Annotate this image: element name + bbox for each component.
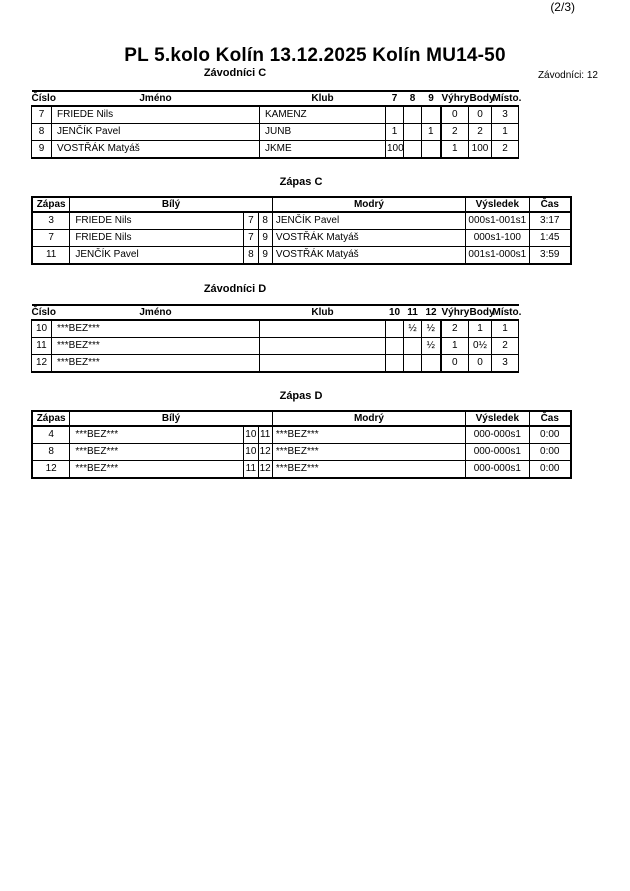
page-number: (2/3) (550, 0, 575, 14)
table-row (32, 230, 571, 247)
cell-result (386, 338, 404, 355)
col-header-points: Body (469, 93, 495, 104)
cell-match: 7 (32, 230, 70, 247)
cell-club: JKME (260, 141, 386, 159)
cell-club (260, 320, 386, 338)
cell-place: 1 (492, 320, 519, 338)
cell-result: ½ (404, 320, 422, 338)
page-title: PL 5.kolo Kolín 13.12.2025 Kolín MU14-50 (124, 45, 506, 66)
col-header-name: Jméno (139, 307, 172, 318)
competitors-count: Závodníci: 12 (537, 70, 598, 81)
cell-points: 0 (469, 355, 492, 373)
cell-place: 1 (492, 124, 519, 141)
cell-wins: 2 (441, 124, 469, 141)
cell-time: 3:59 (529, 247, 571, 265)
cell-match: 3 (32, 212, 70, 230)
cell-match: 4 (32, 426, 70, 444)
cell-points: 0½ (469, 338, 492, 355)
col-header-name: Jméno (139, 93, 172, 104)
cell-white: ***BEZ*** (70, 426, 244, 444)
cell-wins: 1 (441, 338, 469, 355)
matches-d-title: Zápas D (279, 390, 323, 402)
cell-time: 1:45 (529, 230, 571, 247)
table-row (32, 444, 571, 461)
cell-result: 000s1-001s1 (466, 212, 529, 230)
cell-result (404, 124, 422, 141)
col-header-white: Bílý (70, 411, 273, 426)
cell-name: ***BEZ*** (52, 338, 260, 355)
col-header-club: Klub (311, 307, 334, 318)
cell-result (422, 141, 441, 159)
cell-wins: 0 (441, 355, 469, 373)
cell-result: 1 (422, 124, 441, 141)
cell-result (386, 355, 404, 373)
col-header-time: Čas (529, 411, 571, 426)
cell-number: 9 (32, 141, 52, 159)
cell-number: 7 (32, 106, 52, 124)
col-header-9: 9 (428, 93, 434, 104)
table-row (32, 320, 519, 338)
matches-c-title: Zápas C (279, 176, 323, 188)
group-d-table (31, 304, 522, 373)
table-row (32, 338, 519, 355)
col-header-time: Čas (529, 197, 571, 212)
cell-number: 10 (32, 320, 52, 338)
cell-points: 2 (469, 124, 492, 141)
cell-result (404, 355, 422, 373)
cell-match: 8 (32, 444, 70, 461)
cell-wins: 0 (441, 106, 469, 124)
cell-points: 100 (469, 141, 492, 159)
cell-white-number: 7 (244, 212, 258, 230)
group-d-title: Závodníci D (203, 283, 267, 295)
cell-club: KAMENZ (260, 106, 386, 124)
col-header-result: Výsledek (466, 197, 529, 212)
cell-place: 3 (492, 106, 519, 124)
col-header-match: Zápas (32, 411, 70, 426)
cell-wins: 1 (441, 141, 469, 159)
cell-place: 3 (492, 355, 519, 373)
col-header-points: Body (469, 307, 495, 318)
cell-time: 0:00 (529, 444, 571, 461)
cell-name: FRIEDE Nils (52, 106, 260, 124)
cell-white-number: 7 (244, 230, 258, 247)
cell-result: 000-000s1 (466, 426, 529, 444)
cell-name: JENČÍK Pavel (52, 124, 260, 141)
cell-club (260, 355, 386, 373)
cell-club (260, 338, 386, 355)
cell-blue: ***BEZ*** (272, 444, 465, 461)
cell-white: FRIEDE Nils (70, 212, 244, 230)
cell-result (404, 141, 422, 159)
cell-result (404, 106, 422, 124)
table-row (32, 461, 571, 479)
cell-result: 100 (386, 141, 404, 159)
cell-white-number: 11 (244, 461, 258, 479)
table-row (32, 124, 519, 141)
col-header-number: Číslo (31, 307, 56, 318)
cell-place: 2 (492, 338, 519, 355)
matches-c-table (31, 196, 572, 265)
col-header-result: Výsledek (466, 411, 529, 426)
cell-blue-number: 12 (258, 444, 272, 461)
cell-result: 000-000s1 (466, 461, 529, 479)
cell-time: 0:00 (529, 426, 571, 444)
col-header-wins: Výhry (441, 307, 470, 318)
col-header-10: 10 (388, 307, 401, 318)
cell-blue-number: 12 (258, 461, 272, 479)
col-header-blue: Modrý (272, 411, 465, 426)
cell-white: ***BEZ*** (70, 444, 244, 461)
col-header-place: Místo. (492, 307, 522, 318)
col-header-12: 12 (425, 307, 437, 318)
cell-result (422, 106, 441, 124)
col-header-7: 7 (391, 93, 398, 104)
col-header-blue: Modrý (272, 197, 465, 212)
cell-match: 11 (32, 247, 70, 265)
col-header-wins: Výhry (441, 93, 470, 104)
cell-blue: ***BEZ*** (272, 426, 465, 444)
col-header-place: Místo. (492, 93, 522, 104)
cell-white-number: 10 (244, 426, 258, 444)
cell-result: ½ (422, 338, 441, 355)
cell-name: ***BEZ*** (52, 355, 260, 373)
cell-number: 8 (32, 124, 52, 141)
cell-blue: ***BEZ*** (272, 461, 465, 479)
table-row (32, 247, 571, 265)
cell-points: 0 (469, 106, 492, 124)
cell-result: 001s1-000s1 (466, 247, 529, 265)
cell-club: JUNB (260, 124, 386, 141)
col-header-white: Bílý (70, 197, 273, 212)
cell-blue-number: 11 (258, 426, 272, 444)
col-header-number: Číslo (31, 93, 56, 104)
cell-result: 1 (386, 124, 404, 141)
cell-number: 12 (32, 355, 52, 373)
cell-blue: JENČÍK Pavel (272, 212, 465, 230)
cell-match: 12 (32, 461, 70, 479)
cell-time: 0:00 (529, 461, 571, 479)
cell-blue-number: 8 (258, 212, 272, 230)
cell-white: ***BEZ*** (70, 461, 244, 479)
cell-result: ½ (422, 320, 441, 338)
cell-blue-number: 9 (258, 247, 272, 265)
cell-name: ***BEZ*** (52, 320, 260, 338)
cell-result (422, 355, 441, 373)
cell-result (404, 338, 422, 355)
table-row (32, 141, 519, 159)
cell-points: 1 (469, 320, 492, 338)
cell-result: 000-000s1 (466, 444, 529, 461)
cell-result: 000s1-100 (466, 230, 529, 247)
table-row (32, 212, 571, 230)
group-c-table (31, 90, 522, 159)
col-header-club: Klub (311, 93, 334, 104)
group-c-title: Závodníci C (203, 67, 267, 79)
cell-result (386, 106, 404, 124)
col-header-11: 11 (407, 307, 418, 318)
col-header-8: 8 (409, 93, 416, 104)
cell-blue: VOSTŘÁK Matyáš (272, 247, 465, 265)
cell-result (386, 320, 404, 338)
table-row (32, 106, 519, 124)
cell-white: JENČÍK Pavel (70, 247, 244, 265)
cell-blue: VOSTŘÁK Matyáš (272, 230, 465, 247)
cell-blue-number: 9 (258, 230, 272, 247)
table-row (32, 355, 519, 373)
cell-number: 11 (32, 338, 52, 355)
col-header-match: Zápas (32, 197, 70, 212)
table-row (32, 426, 571, 444)
cell-white: FRIEDE Nils (70, 230, 244, 247)
cell-white-number: 10 (244, 444, 258, 461)
cell-wins: 2 (441, 320, 469, 338)
cell-white-number: 8 (244, 247, 258, 265)
cell-name: VOSTŘÁK Matyáš (52, 141, 260, 159)
cell-place: 2 (492, 141, 519, 159)
matches-d-table (31, 410, 572, 479)
cell-time: 3:17 (529, 212, 571, 230)
